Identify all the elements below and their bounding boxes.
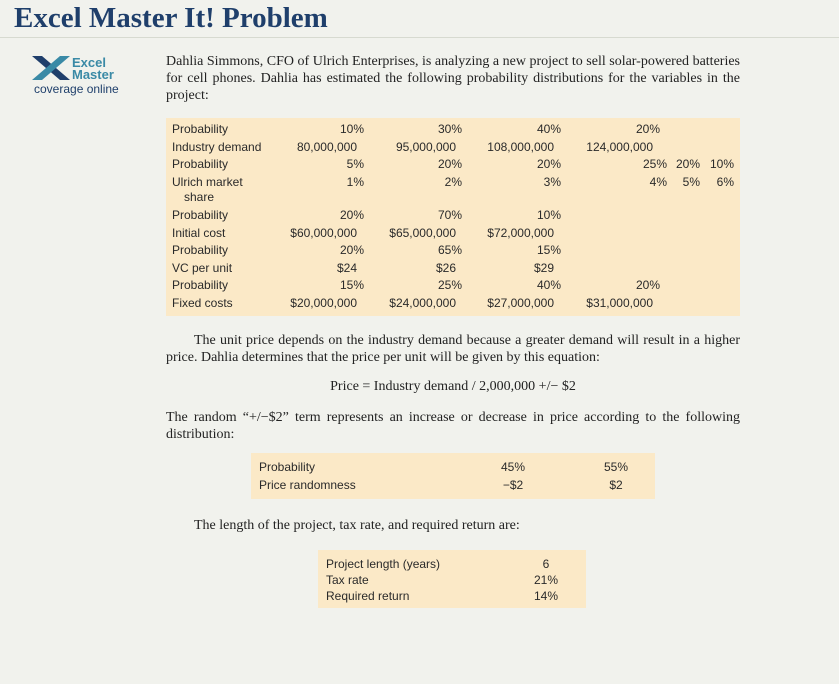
intro-paragraph: Dahlia Simmons, CFO of Ulrich Enterprises, is analyzing a new project to sell solar-powered batteries for cell phones. Dahlia has estimated the following probability distributions for the variables in the project: [166, 54, 740, 103]
table-cell: 3% [543, 175, 561, 189]
table-cell: 80,000,000 [296, 140, 357, 154]
table-cell: $2 [609, 478, 623, 492]
table-cell: 40% [536, 278, 561, 292]
price-paragraph: The unit price depends on the industry demand because a greater demand will result in a higher price. Dahlia determines that the price per unit will be given by this equation: [166, 333, 740, 365]
table-cell: 25% [437, 278, 462, 292]
page-title: Excel Master It! Problem [14, 2, 328, 34]
logo-text-coverage: coverage online [34, 82, 119, 96]
row-label: Probability [172, 243, 229, 257]
table-cell: 20% [536, 157, 561, 171]
table-cell: 5% [682, 175, 700, 189]
table-cell: $24 [336, 261, 357, 275]
table-cell: 6 [542, 557, 550, 571]
title-divider [0, 37, 839, 38]
table-cell: 6% [716, 175, 734, 189]
table-cell: 10% [339, 122, 364, 136]
table-cell: 20% [635, 278, 660, 292]
logo-text-excel: Excel [72, 55, 106, 70]
table-cell: 5% [346, 157, 364, 171]
table-cell: 20% [635, 122, 660, 136]
length-paragraph: The length of the project, tax rate, and required return are: [194, 518, 520, 533]
table-cell: $60,000,000 [290, 226, 357, 240]
row-label: Probability [259, 460, 316, 474]
table-cell: $31,000,000 [586, 296, 653, 310]
table-cell: 20% [339, 208, 364, 222]
table-cell: 10% [709, 157, 734, 171]
excel-master-logo[interactable] [32, 56, 132, 100]
table-cell: 1% [346, 175, 364, 189]
row-label: Required return [326, 589, 410, 603]
table-cell: 20% [437, 157, 462, 171]
row-label: Ulrich market [172, 175, 243, 189]
table-cell: 20% [339, 243, 364, 257]
table-cell: 25% [642, 157, 667, 171]
table-cell: −$2 [502, 478, 524, 492]
table-cell: 70% [437, 208, 462, 222]
table-cell: 20% [675, 157, 700, 171]
excel-x-icon [32, 56, 70, 80]
distribution-table [166, 118, 740, 316]
price-randomness-table [251, 453, 655, 499]
row-label: Industry demand [172, 140, 262, 154]
table-cell: 108,000,000 [487, 140, 554, 154]
table-cell: $27,000,000 [487, 296, 554, 310]
random-paragraph: The random “+/−$2” term represents an increase or decrease in price according to the following distribution: [166, 410, 740, 442]
row-label: Initial cost [172, 226, 226, 240]
table-cell: 14% [533, 589, 559, 603]
table-cell: $26 [435, 261, 456, 275]
table-cell: 10% [536, 208, 561, 222]
table-cell: 45% [500, 460, 526, 474]
table-cell: 40% [536, 122, 561, 136]
table-cell: $65,000,000 [389, 226, 456, 240]
table-cell: 55% [603, 460, 629, 474]
row-label: Probability [172, 157, 229, 171]
table-cell: $20,000,000 [290, 296, 357, 310]
row-label: Tax rate [326, 573, 369, 587]
price-equation: Price = Industry demand / 2,000,000 +/− $2 [330, 379, 576, 394]
project-parameters-table [318, 550, 586, 608]
table-cell: 21% [533, 573, 559, 587]
table-cell: 15% [339, 278, 364, 292]
row-label: VC per unit [172, 261, 233, 275]
row-label-cont: share [184, 190, 215, 204]
row-label: Probability [172, 122, 229, 136]
table-cell: $24,000,000 [389, 296, 456, 310]
logo-text-master: Master [72, 67, 114, 82]
table-cell: $29 [533, 261, 554, 275]
table-cell: 4% [649, 175, 667, 189]
table-cell: 2% [444, 175, 462, 189]
table-cell: 30% [437, 122, 462, 136]
row-label: Fixed costs [172, 296, 233, 310]
row-label: Probability [172, 208, 229, 222]
table-cell: 65% [437, 243, 462, 257]
row-label: Probability [172, 278, 229, 292]
table-cell: 15% [536, 243, 561, 257]
table-cell: $72,000,000 [487, 226, 554, 240]
row-label: Price randomness [259, 478, 356, 492]
table-cell: 124,000,000 [586, 140, 653, 154]
row-label: Project length (years) [326, 557, 441, 571]
table-cell: 95,000,000 [395, 140, 456, 154]
